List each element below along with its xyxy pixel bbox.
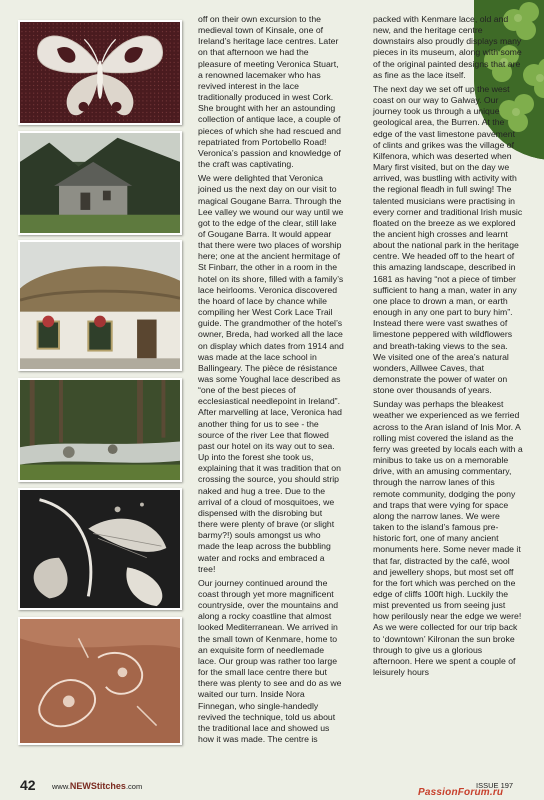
issue-number: ISSUE 197 xyxy=(476,781,514,790)
forest-stream-photo xyxy=(18,378,182,482)
website-suffix: .com xyxy=(125,782,143,791)
website-url xyxy=(52,781,142,791)
article-paragraph: The next day we set off up the west coast on our way to Galway. Our journey took us through a unique geological area, the Burren. At the edge of the vast limestone pavement of clints and grikes was the village of Kilfenora, which was deserted when Mary first visited, but on the day we arrived, was bustling with activity with the regional fleadh in full swing! The talented musicians were practising in every corner and traditional Irish music floated on the breeze as we explored the ancient high crosses and learnt about the national park in the heritage centre. We headed off to the heart of this amazing landscape, described in 1681 as having “not a piece of timber sufficient to hang a man, water in any one place to drown a man, or earth enough in any one part to bury him”. Instead there were vast swathes of limestone peppered with wildflowers and breath-taking views to the sea. We visited one of the area’s natural wonders, Aillwee Caves, that demonstrate the power of water on stone over thousands of years. xyxy=(373,83,523,396)
website-brand: NEWStitches xyxy=(69,781,126,791)
butterfly-lace-photo xyxy=(18,20,182,125)
stone-chapel-photo xyxy=(18,131,182,235)
article-paragraph: Sunday was perhaps the bleakest weather we experienced as we ferried across to the Aran island of Inis Mor. A rolling mist covered the island as the ferry was greeted by locals each with a minibus to take us on a memorable drive, with an amusing commentary, through the narrow lanes of this remote community, dodging the pony and traps that were vying for space along the narrow lanes. We were taken to the island’s famous pre-historic fort, one of many ancient monuments here. Some never made it that far, distracted by the café, wool and jewellery shops, but most set off for the fort which was perched on the edge of cliffs 100ft high. Luckily the mist prevented us from seeing just how perilously near the edge we were! As we were collected for our trip back to ‘downtown’ Kilronan the sun broke through to give us a glorious afternoon. Here we spent a couple of leisurely hours xyxy=(373,399,523,678)
page-number: 42 xyxy=(20,777,36,793)
watermark: PassionForum.ru xyxy=(418,787,504,798)
article-paragraph: We were delighted that Veronica joined us the next day on our visit to magical Gougane Barra. Through the Lee valley we wound our way until we got to the edge of the clear, still lake of Gougane Barra. It would appear that there were two places of worship here; one at the ancient hermitage of St Finbarr, the other in a room in the hotel on its shore, filled with a family’s lace heirlooms. Veronica discovered the hoard of lace by chance while compiling her West Cork Lace Trail guide. The grandmother of the hotel’s owner, Breda, had worked all the lace on display which dates from 1914 and was made at the lace school in Ballingeary. The pièce de résistance was some Youghal lace described as “one of the best pieces of ecclesiastical needlepoint in Ireland”. After marvelling at lace, Veronica had another thing for us to see - the source of the river Lee that flowed past our hotel on its way out to sea. Up into the forest she took us, explaining that it was tradition that on crossing the source, you should strip naked and hug a tree. Due to the arrival of a cloud of mosquitoes, we dispensed with the disrobing but there were plenty of brave (or slight barmy?!) souls amongst us who made the leap across the bubbling water and rocks and embraced a tree! xyxy=(198,173,344,574)
article-column-2 xyxy=(373,14,523,678)
article-paragraph: packed with Kenmare lace, old and new, and the heritage centre downstairs also proudly displays many pieces in its museum, along with some of the original painted designs that are as fine as the lace itself. xyxy=(373,14,522,80)
website-prefix: www. xyxy=(52,782,70,791)
article-paragraph: Our journey continued around the coast through yet more magnificent countryside, over the mountains and along a rocky coastline that almost looked Mediterranean. We arrived in the small town of Kenmare, home to an exquisite form of needlemade lace. Our group was rather too large for the small lace centre there but there was plenty to see and do as we waited our turn. Inside Nora Finnegan, who single-handedly revived the technique, told us about the traditional lace and showed us how it was made. The centre is xyxy=(198,577,342,744)
lace-on-terracotta-photo xyxy=(18,617,182,745)
thatched-cottage-photo xyxy=(18,240,182,371)
article-paragraph: off on their own excursion to the medieval town of Kinsale, one of Ireland’s heritage lace centres. Later on that afternoon we had the pleasure of meeting Veronica Stuart, a renowned lacemaker who has revived interest in the lace traditionally produced in west Cork. She brought with her an astounding collection of antique lace, a couple of pieces of which she had rescued and repatriated from Portobello Road! Veronica’s passion and knowledge of the craft was captivating. xyxy=(198,14,341,170)
article-column-1 xyxy=(198,14,344,745)
white-lace-closeup-photo xyxy=(18,488,182,610)
